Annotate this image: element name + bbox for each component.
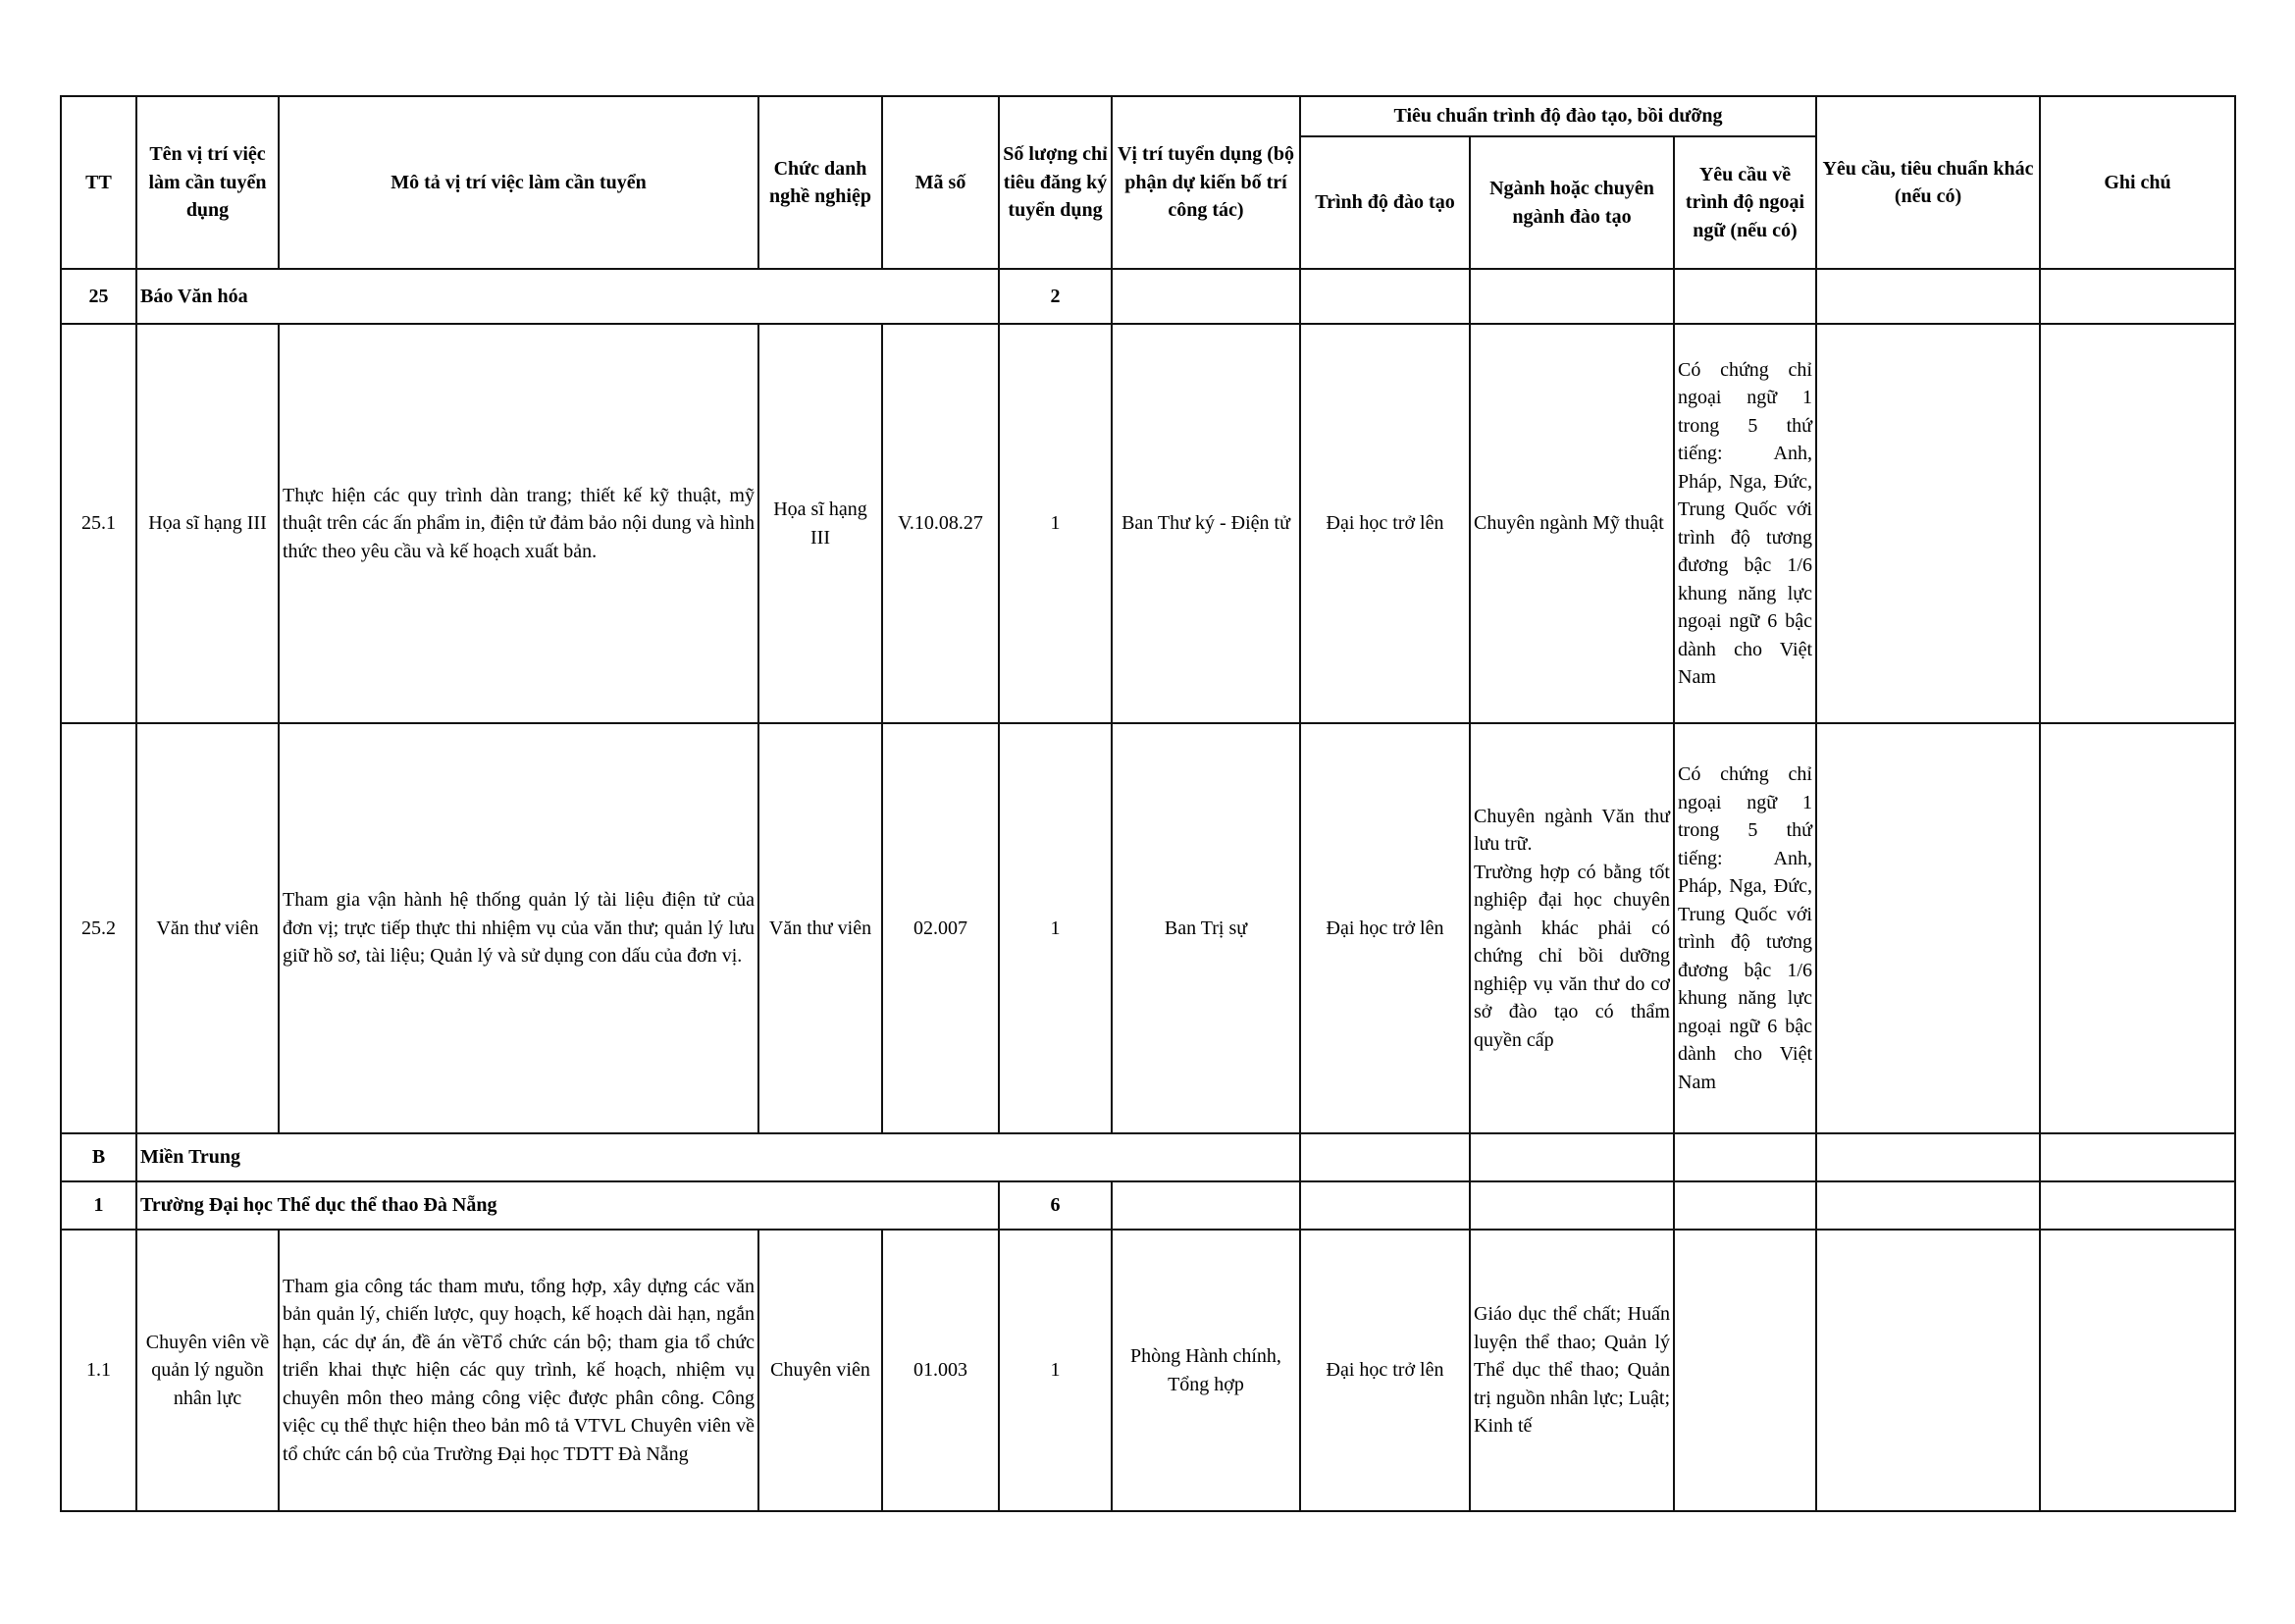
cell-job-title: Chuyên viên [758,1230,882,1511]
cell-empty [1816,1133,2040,1181]
cell-empty [1300,1181,1470,1230]
header-training-standards: Tiêu chuẩn trình độ đào tạo, bồi dưỡng [1300,96,1816,136]
cell-quantity: 1 [999,324,1112,723]
cell-quantity: 1 [999,1230,1112,1511]
cell-empty [1816,269,2040,324]
header-education-level: Trình độ đào tạo [1300,136,1470,269]
cell-group-name: Báo Văn hóa [136,269,999,324]
cell-quantity: 1 [999,723,1112,1133]
header-language: Yêu cầu về trình độ ngoại ngữ (nếu có) [1674,136,1816,269]
cell-group-name: Trường Đại học Thể dục thể thao Đà Nẵng [136,1181,999,1230]
table-row [61,723,2235,1133]
cell-education-level: Đại học trở lên [1300,1230,1470,1511]
major-line-2: Trường hợp có bằng tốt nghiệp đại học chuyên ngành khác phải có chứng chỉ bồi dưỡng nghiệp vụ văn thư do cơ sở đào tạo có thẩm quyền cấp [1474,861,1670,1051]
cell-empty [1470,269,1674,324]
cell-position-name: Họa sĩ hạng III [136,324,279,723]
header-position-name: Tên vị trí việc làm cần tuyển dụng [136,96,279,269]
header-job-title: Chức danh nghề nghiệp [758,96,882,269]
cell-department: Ban Thư ký - Điện tử [1112,324,1300,723]
cell-empty [1470,1181,1674,1230]
cell-major: Chuyên ngành Mỹ thuật [1470,324,1674,723]
cell-quantity: 2 [999,269,1112,324]
cell-empty [1112,1181,1300,1230]
recruitment-table [60,95,2236,1512]
cell-empty [1112,269,1300,324]
cell-empty [1300,1133,1470,1181]
cell-empty [2040,1181,2235,1230]
cell-tt: 1.1 [61,1230,136,1511]
header-tt: TT [61,96,136,269]
header-other-requirements: Yêu cầu, tiêu chuẩn khác (nếu có) [1816,96,2040,269]
cell-code: V.10.08.27 [882,324,999,723]
cell-empty [1470,1133,1674,1181]
table-row [61,1230,2235,1511]
cell-major: Giáo dục thể chất; Huấn luyện thể thao; Quản lý Thể dục thể thao; Quản trị nguồn nhân lực; Luật; Kinh tế [1470,1230,1674,1511]
cell-quantity: 6 [999,1181,1112,1230]
table-row-group [61,1181,2235,1230]
header-notes: Ghi chú [2040,96,2235,269]
cell-department: Phòng Hành chính, Tổng hợp [1112,1230,1300,1511]
cell-education-level: Đại học trở lên [1300,723,1470,1133]
cell-job-title: Văn thư viên [758,723,882,1133]
cell-tt: B [61,1133,136,1181]
cell-region-name: Miền Trung [136,1133,1300,1181]
cell-description: Tham gia công tác tham mưu, tổng hợp, xây dựng các văn bản quản lý, chiến lược, quy hoạch, kế hoạch dài hạn, ngắn hạn, các dự án, đề án vềTổ chức cán bộ; tham gia tổ chức triển khai thực hiện các quy trình, kế hoạch, nhiệm vụ chuyên môn theo mảng công việc được phân công. Công việc cụ thể thực hiện theo bản mô tả VTVL Chuyên viên về tổ chức cán bộ của Trường Đại học TDTT Đà Nẵng [279,1230,758,1511]
cell-empty [2040,269,2235,324]
cell-language [1674,1230,1816,1511]
cell-description: Thực hiện các quy trình dàn trang; thiết kế kỹ thuật, mỹ thuật trên các ấn phẩm in, điện tử đảm bảo nội dung và hình thức theo yêu cầu và kế hoạch xuất bản. [279,324,758,723]
cell-language: Có chứng chỉ ngoại ngữ 1 trong 5 thứ tiếng: Anh, Pháp, Nga, Đức, Trung Quốc với trình độ tương đương bậc 1/6 khung năng lực ngoại ngữ 6 bậc dành cho Việt Nam [1674,723,1816,1133]
cell-job-title: Họa sĩ hạng III [758,324,882,723]
cell-empty [1674,269,1816,324]
table-row-group [61,269,2235,324]
header-quantity: Số lượng chỉ tiêu đăng ký tuyển dụng [999,96,1112,269]
cell-notes [2040,324,2235,723]
cell-other-requirements [1816,723,2040,1133]
major-line-1: Chuyên ngành Văn thư lưu trữ. [1474,805,1670,856]
cell-notes [2040,1230,2235,1511]
table-row-region [61,1133,2235,1181]
header-department: Vị trí tuyển dụng (bộ phận dự kiến bố trí công tác) [1112,96,1300,269]
cell-empty [1300,269,1470,324]
cell-empty [1816,1181,2040,1230]
cell-empty [2040,1133,2235,1181]
cell-education-level: Đại học trở lên [1300,324,1470,723]
cell-language: Có chứng chỉ ngoại ngữ 1 trong 5 thứ tiếng: Anh, Pháp, Nga, Đức, Trung Quốc với trình độ tương đương bậc 1/6 khung năng lực ngoại ngữ 6 bậc dành cho Việt Nam [1674,324,1816,723]
cell-major [1470,723,1674,1133]
cell-empty [1674,1181,1816,1230]
cell-tt: 25.1 [61,324,136,723]
cell-tt: 25 [61,269,136,324]
cell-tt: 1 [61,1181,136,1230]
header-code: Mã số [882,96,999,269]
cell-position-name: Chuyên viên về quản lý nguồn nhân lực [136,1230,279,1511]
cell-code: 02.007 [882,723,999,1133]
cell-empty [1674,1133,1816,1181]
header-description: Mô tả vị trí việc làm cần tuyển [279,96,758,269]
cell-department: Ban Trị sự [1112,723,1300,1133]
cell-other-requirements [1816,1230,2040,1511]
cell-tt: 25.2 [61,723,136,1133]
cell-position-name: Văn thư viên [136,723,279,1133]
cell-other-requirements [1816,324,2040,723]
cell-code: 01.003 [882,1230,999,1511]
header-major: Ngành hoặc chuyên ngành đào tạo [1470,136,1674,269]
table-row [61,324,2235,723]
cell-notes [2040,723,2235,1133]
cell-description: Tham gia vận hành hệ thống quản lý tài liệu điện tử của đơn vị; trực tiếp thực thi nhiệm vụ của văn thư; quản lý lưu giữ hồ sơ, tài liệu; Quản lý và sử dụng con dấu của đơn vị. [279,723,758,1133]
